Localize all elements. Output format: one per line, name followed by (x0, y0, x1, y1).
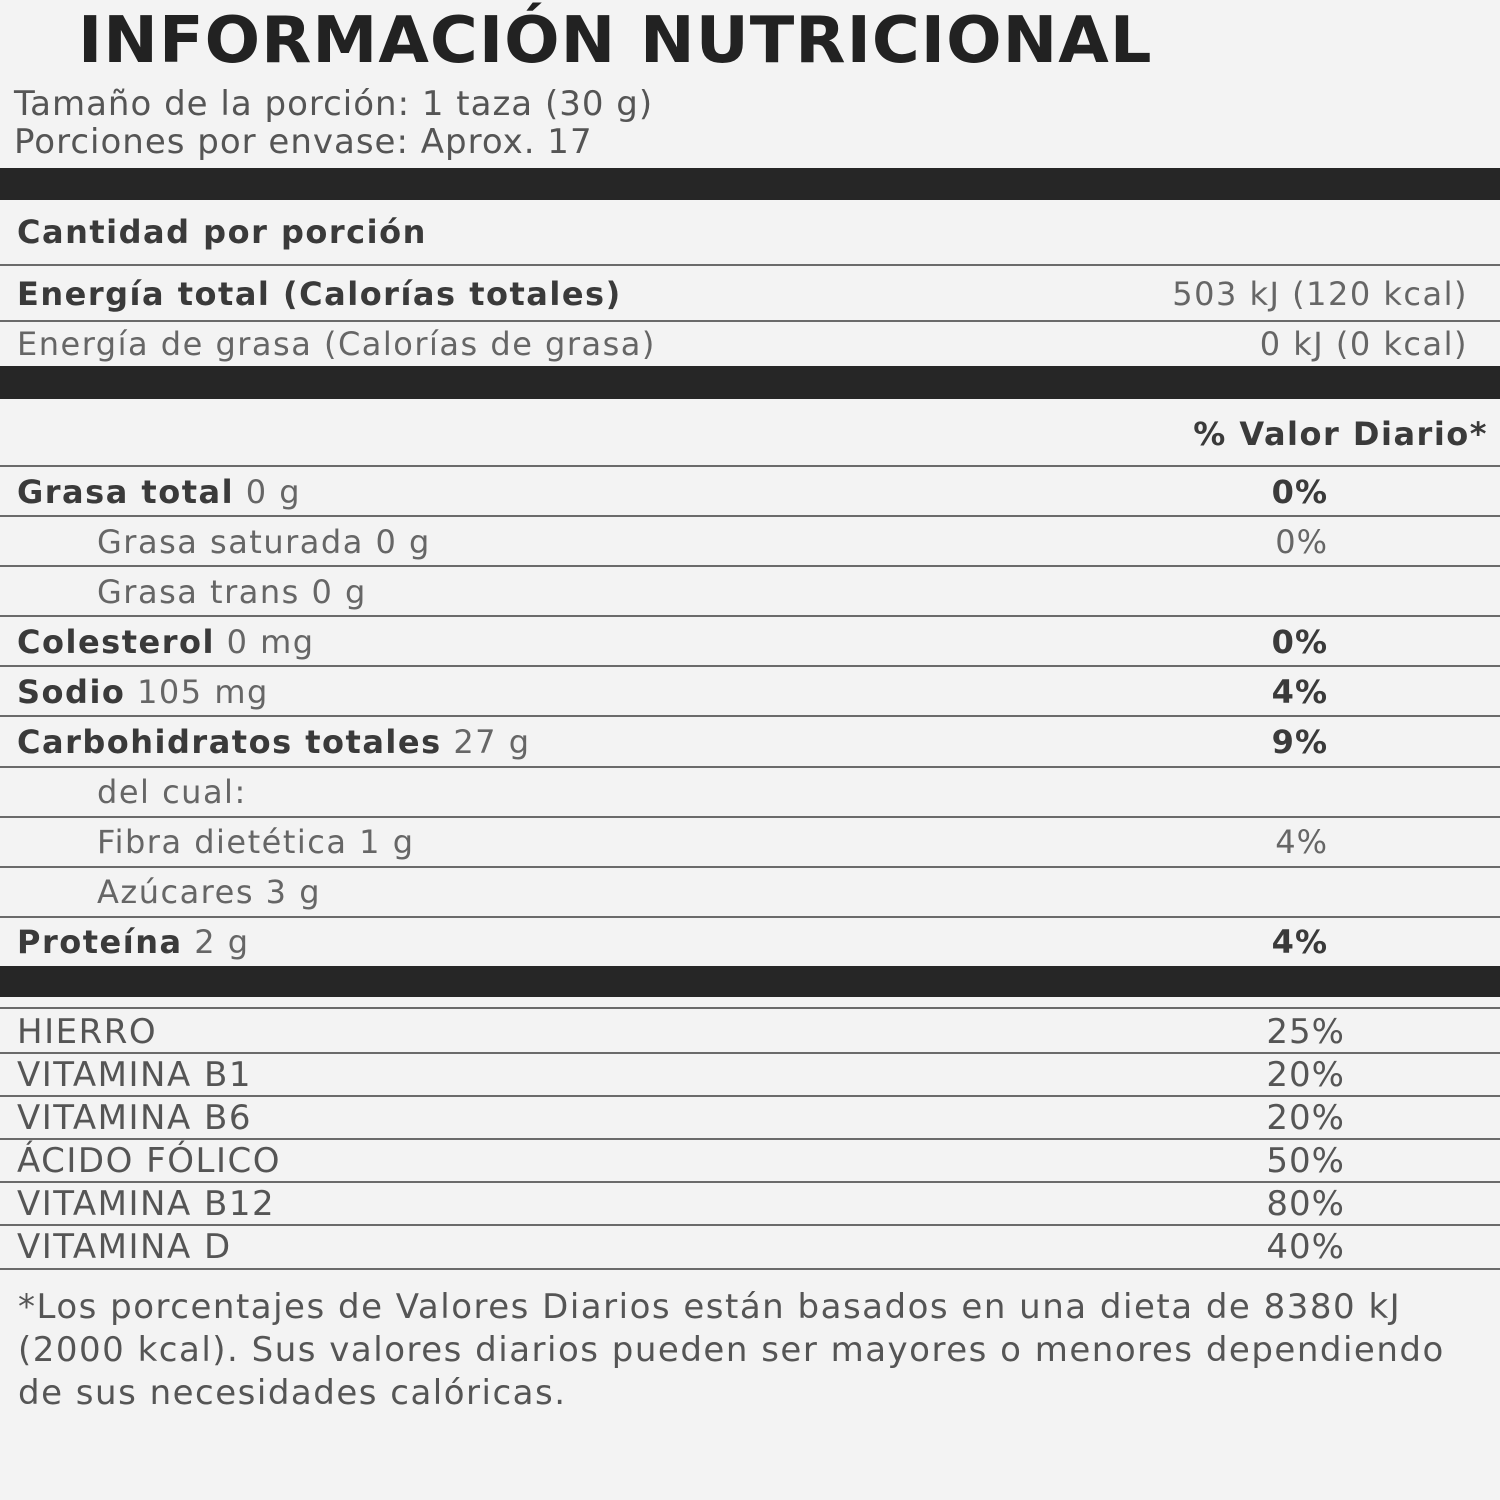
nutrient-name: Colesterol (17, 623, 215, 661)
vitamin-name: VITAMINA B6 (17, 1098, 252, 1138)
divider (0, 1181, 1500, 1183)
vitamin-name: HIERRO (17, 1012, 158, 1052)
nutrient-row (17, 473, 301, 511)
footnote: *Los porcentajes de Valores Diarios están basados en una dieta de 8380 kJ (2000 kcal). Sus valores diarios pueden ser mayores o menores dependiendo de sus necesidades calóricas. (18, 1287, 1445, 1413)
divider (0, 916, 1500, 918)
divider (0, 1052, 1500, 1054)
vitamin-dv: 50% (1266, 1141, 1345, 1181)
servings-per-container: Porciones por envase: Aprox. 17 (14, 122, 593, 162)
nutrient-dv: 0% (1275, 523, 1328, 561)
nutrient-dv: 9% (1271, 723, 1328, 761)
nutrient-row (17, 723, 531, 761)
daily-value-header: % Valor Diario* (1193, 415, 1488, 453)
nutrient-amount: 2 g (194, 923, 250, 961)
nutrient-name: Carbohidratos totales (17, 723, 442, 761)
divider (0, 1007, 1500, 1009)
nutrient-name: del cual: (97, 773, 247, 811)
vitamin-dv: 80% (1266, 1184, 1345, 1224)
divider (0, 1268, 1500, 1270)
vitamin-name: VITAMINA B12 (17, 1184, 276, 1224)
divider (0, 515, 1500, 517)
divider (0, 766, 1500, 768)
divider (0, 264, 1500, 266)
vitamin-name: ÁCIDO FÓLICO (17, 1141, 281, 1181)
nutrient-name: Fibra dietética 1 g (97, 823, 415, 861)
thick-divider (0, 966, 1500, 997)
nutrient-dv: 4% (1271, 673, 1328, 711)
nutrient-row (17, 623, 315, 661)
divider (0, 1095, 1500, 1097)
vitamin-dv: 40% (1266, 1227, 1345, 1267)
nutrient-name: Azúcares 3 g (97, 873, 321, 911)
divider (0, 816, 1500, 818)
nutrient-name: Grasa trans 0 g (97, 573, 367, 611)
energy-total-value: 503 kJ (120 kcal) (1172, 275, 1468, 313)
divider (0, 615, 1500, 617)
divider (0, 866, 1500, 868)
nutrient-row (17, 923, 250, 961)
nutrient-row (17, 673, 269, 711)
label-title: INFORMACIÓN NUTRICIONAL (78, 4, 1153, 78)
vitamin-dv: 20% (1266, 1055, 1345, 1095)
nutrient-amount: 27 g (453, 723, 531, 761)
nutrient-amount: 0 mg (226, 623, 315, 661)
divider (0, 1224, 1500, 1226)
vitamin-dv: 25% (1266, 1012, 1345, 1052)
serving-size: Tamaño de la porción: 1 taza (30 g) (14, 84, 654, 124)
divider (0, 665, 1500, 667)
nutrient-name: Grasa total (17, 473, 235, 511)
energy-total-label: Energía total (Calorías totales) (17, 275, 622, 313)
amount-per-serving: Cantidad por porción (17, 213, 427, 251)
nutrient-amount: 105 mg (137, 673, 269, 711)
vitamin-dv: 20% (1266, 1098, 1345, 1138)
thick-divider (0, 168, 1500, 200)
energy-fat-value: 0 kJ (0 kcal) (1259, 325, 1468, 363)
vitamin-name: VITAMINA B1 (17, 1055, 252, 1095)
divider (0, 715, 1500, 717)
thick-divider (0, 366, 1500, 399)
nutrient-name: Proteína (17, 923, 183, 961)
nutrient-name: Grasa saturada 0 g (97, 523, 431, 561)
nutrient-amount: 0 g (245, 473, 302, 511)
nutrient-dv: 0% (1271, 623, 1328, 661)
nutrient-dv: 4% (1275, 823, 1328, 861)
divider (0, 465, 1500, 467)
divider (0, 1138, 1500, 1140)
nutrient-dv: 4% (1271, 923, 1328, 961)
nutrient-name: Sodio (17, 673, 126, 711)
nutrient-dv: 0% (1271, 473, 1328, 511)
divider (0, 565, 1500, 567)
vitamin-name: VITAMINA D (17, 1227, 232, 1267)
divider (0, 320, 1500, 322)
energy-fat-label: Energía de grasa (Calorías de grasa) (17, 325, 656, 363)
